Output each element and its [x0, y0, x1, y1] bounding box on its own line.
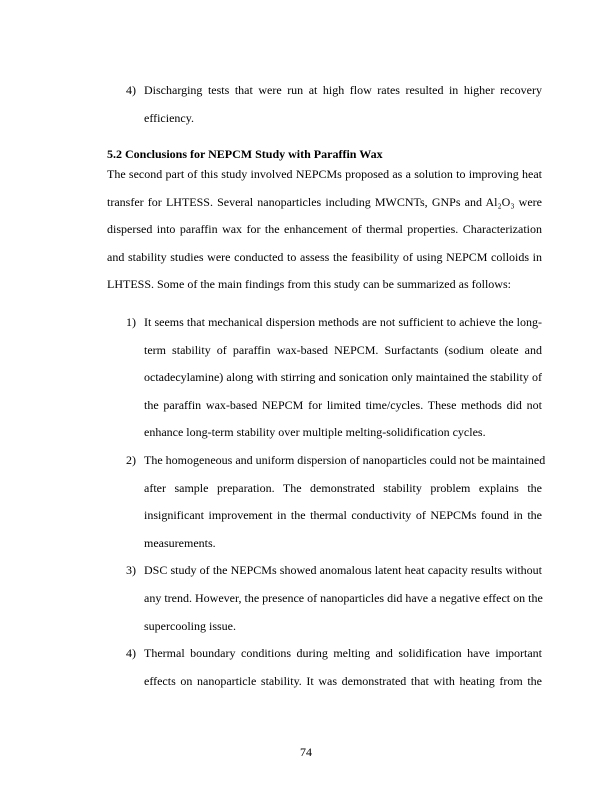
list-item-line: term stability of paraffin wax-based NEPCM. Surfactants (sodium oleate and: [144, 342, 542, 357]
list-item-body: [144, 77, 542, 132]
list-item-line: the paraffin wax-based NEPCM for limited time/cycles. These methods did not: [144, 397, 542, 412]
list-number: 2): [126, 453, 136, 467]
section-heading: 5.2 Conclusions for NEPCM Study with Paraffin Wax: [107, 147, 383, 161]
list-item-line: efficiency.: [144, 110, 194, 125]
list-item-body: [144, 309, 542, 447]
list-item-line: enhance long-term stability over multiple melting-solidification cycles.: [144, 425, 486, 440]
list-item-line: octadecylamine) along with stirring and sonication only maintained the stability of: [144, 370, 542, 385]
page-number: 74: [300, 745, 312, 759]
paragraph-line: dispersed into paraffin wax for the enhancement of thermal properties. Characterization: [107, 222, 542, 237]
intro-paragraph: [107, 161, 542, 299]
list-item-body: [144, 557, 542, 640]
list-item-body: [144, 640, 542, 695]
paragraph-line: transfer for LHTESS. Several nanoparticles including MWCNTs, GNPs and Al₂O₃ were: [107, 194, 542, 209]
paragraph-line: and stability studies were conducted to assess the feasibility of using NEPCM colloids in: [107, 249, 542, 264]
list-item-line: The homogeneous and uniform dispersion of nanoparticles could not be maintained: [144, 453, 546, 467]
list-item-line: after sample preparation. The demonstrated stability problem explains the: [144, 480, 542, 495]
list-number: 1): [126, 315, 136, 329]
list-item-body: [144, 447, 546, 557]
list-item-line: DSC study of the NEPCMs showed anomalous latent heat capacity results without: [144, 563, 542, 578]
list-item-line: Thermal boundary conditions during melting and solidification have important: [144, 646, 542, 661]
list-item-line: effects on nanoparticle stability. It was demonstrated that with heating from the: [144, 673, 542, 688]
list-item-line: Discharging tests that were run at high flow rates resulted in higher recovery: [144, 83, 542, 97]
list-item-line: measurements.: [144, 535, 216, 550]
list-item-line: any trend. However, the presence of nanoparticles did have a negative effect on the: [144, 590, 543, 605]
paragraph-line: LHTESS. Some of the main findings from this study can be summarized as follows:: [107, 277, 511, 292]
list-number: 4): [126, 83, 136, 97]
list-item-line: It seems that mechanical dispersion methods are not sufficient to achieve the long-: [144, 315, 542, 329]
list-number: 3): [126, 563, 136, 578]
list-number: 4): [126, 646, 136, 661]
list-item-line: insignificant improvement in the thermal conductivity of NEPCMs found in the: [144, 508, 542, 523]
paragraph-line: The second part of this study involved NEPCMs proposed as a solution to improving heat: [107, 167, 542, 181]
list-item-line: supercooling issue.: [144, 618, 236, 633]
